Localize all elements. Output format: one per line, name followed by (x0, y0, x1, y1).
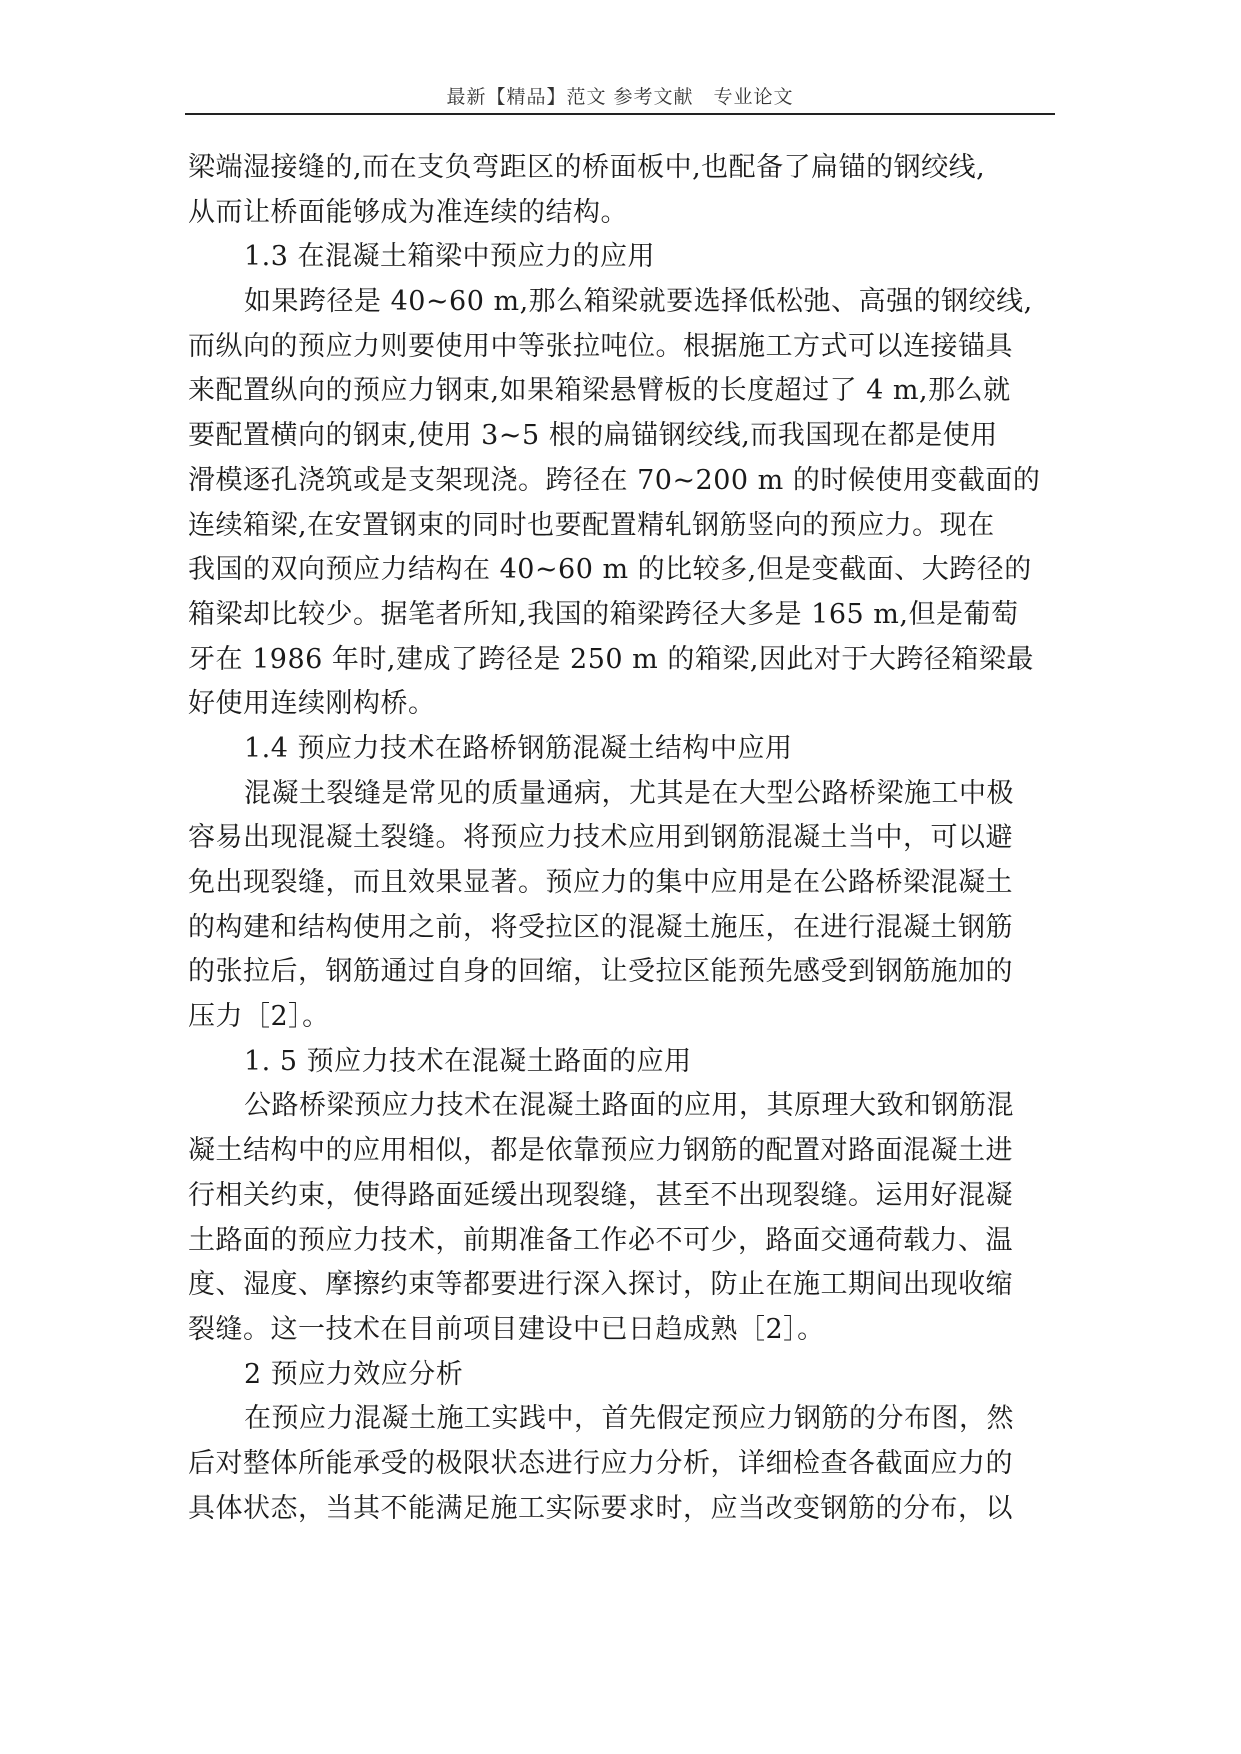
text-line: 牙在 1986 年时,建成了跨径是 250 m 的箱梁,因此对于大跨径箱梁最 (188, 643, 1034, 675)
page-header: 最新【精品】范文 参考文献 专业论文 (446, 86, 794, 108)
text-line: 土路面的预应力技术，前期准备工作必不可少，路面交通荷载力、温 (188, 1224, 1013, 1256)
text-line: 1.3 在混凝土箱梁中预应力的应用 (244, 241, 656, 273)
text-line: 混凝土裂缝是常见的质量通病，尤其是在大型公路桥梁施工中极 (244, 777, 1014, 809)
text-line: 来配置纵向的预应力钢束,如果箱梁悬臂板的长度超过了 4 m,那么就 (188, 375, 1011, 407)
text-line: 连续箱梁,在安置钢束的同时也要配置精轧钢筋竖向的预应力。现在 (188, 509, 995, 541)
text-line: 裂缝。这一技术在目前项目建设中已日趋成熟［2］。 (188, 1313, 825, 1345)
text-line: 而纵向的预应力则要使用中等张拉吨位。根据施工方式可以连接锚具 (188, 330, 1013, 362)
text-line: 免出现裂缝，而且效果显著。预应力的集中应用是在公路桥梁混凝土 (188, 867, 1013, 898)
header-divider (185, 113, 1055, 115)
text-line: 的张拉后，钢筋通过自身的回缩，让受拉区能预先感受到钢筋施加的 (188, 956, 1013, 988)
text-line: 滑模逐孔浇筑或是支架现浇。跨径在 70~200 m 的时候使用变截面的 (188, 464, 1041, 496)
text-line: 梁端湿接缝的,而在支负弯距区的桥面板中,也配备了扁锚的钢绞线, (188, 152, 986, 183)
text-line: 在预应力混凝土施工实践中，首先假定预应力钢筋的分布图，然 (244, 1403, 1014, 1435)
text-line: 如果跨径是 40~60 m,那么箱梁就要选择低松弛、高强的钢绞线, (244, 286, 1033, 318)
text-line: 箱梁却比较少。据笔者所知,我国的箱梁跨径大多是 165 m,但是葡萄 (188, 598, 1019, 630)
document-body (188, 146, 1058, 1531)
text-line: 从而让桥面能够成为准连续的结构。 (188, 196, 628, 228)
text-line: 好使用连续刚构桥。 (188, 688, 436, 720)
text-line: 1.4 预应力技术在路桥钢筋混凝土结构中应用 (244, 732, 793, 764)
text-line: 行相关约束，使得路面延缓出现裂缝，甚至不出现裂缝。运用好混凝 (188, 1179, 1013, 1211)
text-line: 容易出现混凝土裂缝。将预应力技术应用到钢筋混凝土当中，可以避 (188, 822, 1013, 854)
text-line: 压力［2］。 (188, 1001, 330, 1033)
text-line: 要配置横向的钢束,使用 3~5 根的扁锚钢绞线,而我国现在都是使用 (188, 420, 998, 452)
text-line: 公路桥梁预应力技术在混凝土路面的应用，其原理大致和钢筋混 (244, 1090, 1014, 1122)
text-line: 的构建和结构使用之前，将受拉区的混凝土施压，在进行混凝土钢筋 (188, 911, 1013, 943)
text-line: 度、湿度、摩擦约束等都要进行深入探讨，防止在施工期间出现收缩 (188, 1269, 1013, 1301)
text-line: 凝土结构中的应用相似，都是依靠预应力钢筋的配置对路面混凝土进 (188, 1135, 1013, 1167)
text-line: 1. 5 预应力技术在混凝土路面的应用 (244, 1045, 692, 1077)
text-line: 具体状态，当其不能满足施工实际要求时，应当改变钢筋的分布，以 (188, 1492, 1013, 1524)
text-line: 后对整体所能承受的极限状态进行应力分析，详细检查各截面应力的 (188, 1447, 1013, 1479)
text-line: 我国的双向预应力结构在 40~60 m 的比较多,但是变截面、大跨径的 (188, 554, 1032, 586)
text-line: 2 预应力效应分析 (244, 1358, 464, 1390)
